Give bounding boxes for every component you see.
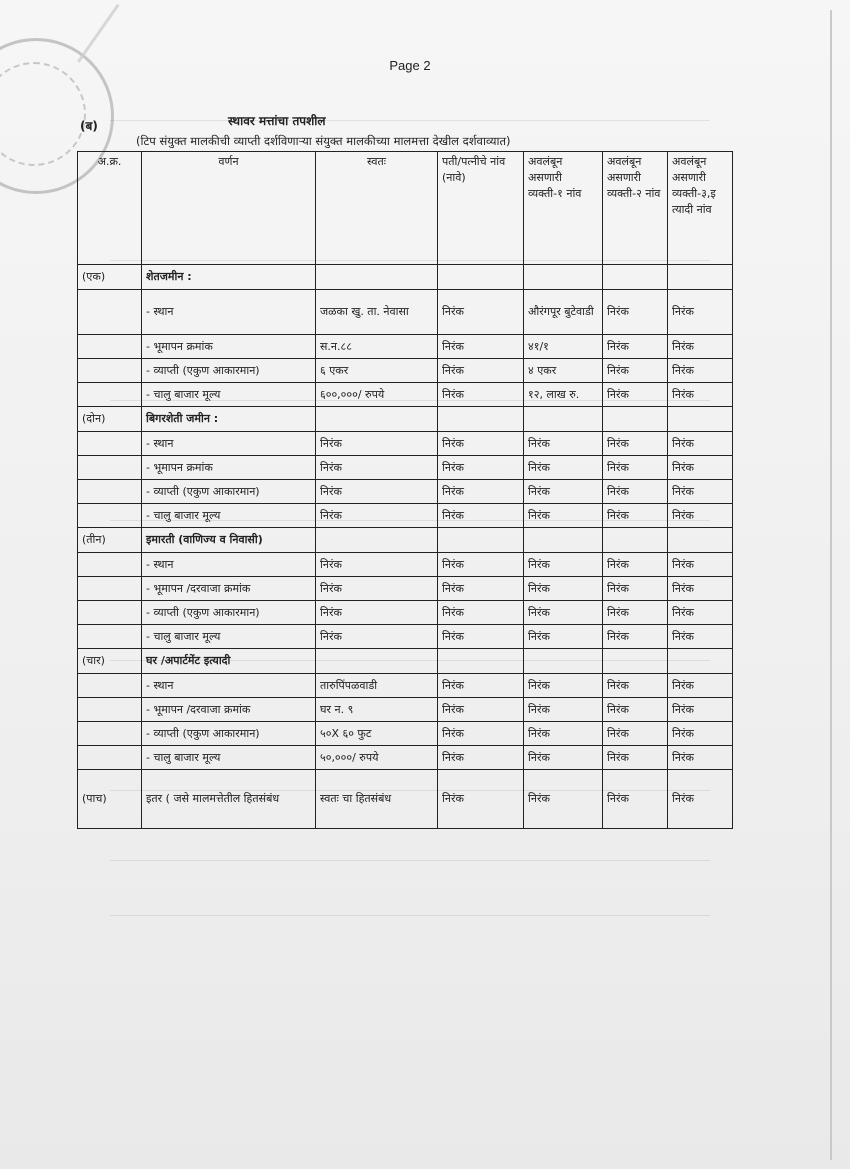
cell-dependent-1: निरंक: [524, 504, 603, 528]
cell-self: स.न.८८: [316, 335, 438, 359]
cell-serial: [78, 553, 142, 577]
cell-description: - स्थान: [142, 432, 316, 456]
cell-self: [316, 407, 438, 432]
category-row: [78, 265, 733, 290]
cell-dependent-2: निरंक: [603, 625, 668, 649]
cell-self: निरंक: [316, 601, 438, 625]
cell-spouse: [438, 265, 524, 290]
cell-serial: (तीन): [78, 528, 142, 553]
cell-dependent-3: निरंक: [668, 480, 733, 504]
table-row: [78, 504, 733, 528]
cell-description: इमारती (वाणिज्य व निवासी): [142, 528, 316, 553]
table-row: [78, 383, 733, 407]
cell-dependent-2: निरंक: [603, 746, 668, 770]
category-row: [78, 407, 733, 432]
cell-dependent-1: निरंक: [524, 770, 603, 829]
cell-spouse: निरंक: [438, 674, 524, 698]
cell-self: निरंक: [316, 625, 438, 649]
cell-description: शेतजमीन :: [142, 265, 316, 290]
cell-dependent-1: [524, 649, 603, 674]
cell-dependent-3: निरंक: [668, 359, 733, 383]
cell-spouse: निरंक: [438, 698, 524, 722]
cell-description: - भूमापन /दरवाजा क्रमांक: [142, 698, 316, 722]
cell-spouse: निरंक: [438, 577, 524, 601]
cell-self: निरंक: [316, 456, 438, 480]
cell-spouse: [438, 528, 524, 553]
cell-dependent-3: [668, 407, 733, 432]
cell-dependent-1: निरंक: [524, 456, 603, 480]
cell-dependent-2: निरंक: [603, 674, 668, 698]
cell-description: - चालु बाजार मूल्य: [142, 625, 316, 649]
cell-dependent-1: निरंक: [524, 674, 603, 698]
cell-dependent-3: निरंक: [668, 383, 733, 407]
header-spouse: पती/पत्नीचे नांव (नावे): [438, 152, 524, 265]
cell-dependent-1: निरंक: [524, 577, 603, 601]
cell-self: घर न. ९: [316, 698, 438, 722]
header-dependent-3: अवलंबून असणारी व्यक्ती-३,इत्यादी नांव: [668, 152, 733, 265]
table-row: [78, 698, 733, 722]
cell-serial: [78, 746, 142, 770]
cell-dependent-3: निरंक: [668, 290, 733, 335]
cell-dependent-2: निरंक: [603, 359, 668, 383]
cell-description: - व्याप्ती (एकुण आकारमान): [142, 601, 316, 625]
cell-dependent-2: निरंक: [603, 698, 668, 722]
cell-self: ५०,०००/ रुपये: [316, 746, 438, 770]
cell-spouse: [438, 407, 524, 432]
cell-dependent-1: निरंक: [524, 746, 603, 770]
table-row: [78, 456, 733, 480]
cell-serial: [78, 625, 142, 649]
cell-self: निरंक: [316, 504, 438, 528]
cell-spouse: निरंक: [438, 553, 524, 577]
cell-serial: [78, 601, 142, 625]
cell-spouse: निरंक: [438, 601, 524, 625]
category-row: [78, 528, 733, 553]
header-dependent-2: अवलंबून असणारी व्यक्ती-२ नांव: [603, 152, 668, 265]
cell-self: ५०X ६० फुट: [316, 722, 438, 746]
cell-serial: [78, 335, 142, 359]
cell-dependent-3: निरंक: [668, 746, 733, 770]
cell-spouse: [438, 649, 524, 674]
cell-self: [316, 649, 438, 674]
cell-dependent-2: निरंक: [603, 770, 668, 829]
cell-spouse: निरंक: [438, 290, 524, 335]
cell-self: तारुपिंपळवाडी: [316, 674, 438, 698]
cell-self: निरंक: [316, 432, 438, 456]
header-serial: अ.क्र.: [78, 152, 142, 265]
section-note: (टिप संयुक्त मालकीची व्याप्ती दर्शविणाऱ्या संयुक्त मालकीच्या मालमत्ता देखील दर्शवाव्यात): [136, 134, 511, 148]
cell-dependent-1: [524, 528, 603, 553]
cell-dependent-2: [603, 649, 668, 674]
cell-dependent-2: निरंक: [603, 383, 668, 407]
table-row: [78, 553, 733, 577]
cell-description: बिगरशेती जमीन :: [142, 407, 316, 432]
cell-dependent-1: निरंक: [524, 722, 603, 746]
cell-spouse: निरंक: [438, 335, 524, 359]
cell-serial: [78, 504, 142, 528]
table-row: [78, 746, 733, 770]
cell-serial: [78, 432, 142, 456]
immovable-assets-table: [77, 151, 733, 829]
cell-spouse: निरंक: [438, 359, 524, 383]
cell-dependent-3: निरंक: [668, 625, 733, 649]
cell-self: ६००,०००/ रुपये: [316, 383, 438, 407]
page-number: Page 2: [389, 58, 431, 73]
table-row: [78, 480, 733, 504]
cell-description: - स्थान: [142, 290, 316, 335]
cell-dependent-1: औरंगपूर बुटेवाडी: [524, 290, 603, 335]
cell-serial: [78, 359, 142, 383]
page-edge-shadow: [830, 10, 832, 1160]
cell-self: निरंक: [316, 480, 438, 504]
cell-spouse: निरंक: [438, 383, 524, 407]
cell-dependent-3: [668, 528, 733, 553]
cell-dependent-1: निरंक: [524, 480, 603, 504]
cell-dependent-3: निरंक: [668, 577, 733, 601]
table-row: [78, 674, 733, 698]
cell-dependent-3: निरंक: [668, 456, 733, 480]
table-row: [78, 770, 733, 829]
cell-spouse: निरंक: [438, 746, 524, 770]
header-self: स्वतः: [316, 152, 438, 265]
cell-dependent-2: [603, 528, 668, 553]
cell-dependent-1: ४१/१: [524, 335, 603, 359]
table-row: [78, 290, 733, 335]
cell-serial: [78, 577, 142, 601]
cell-self: ६ एकर: [316, 359, 438, 383]
cell-description: - व्याप्ती (एकुण आकारमान): [142, 722, 316, 746]
cell-dependent-3: निरंक: [668, 432, 733, 456]
cell-dependent-2: निरंक: [603, 553, 668, 577]
cell-spouse: निरंक: [438, 504, 524, 528]
table-row: [78, 359, 733, 383]
cell-self: निरंक: [316, 553, 438, 577]
cell-dependent-3: निरंक: [668, 553, 733, 577]
cell-dependent-1: [524, 407, 603, 432]
cell-dependent-3: निरंक: [668, 504, 733, 528]
section-title: स्थावर मत्तांचा तपशील: [228, 114, 326, 128]
table-row: [78, 335, 733, 359]
cell-dependent-2: निरंक: [603, 290, 668, 335]
cell-description: - भूमापन क्रमांक: [142, 456, 316, 480]
cell-spouse: निरंक: [438, 625, 524, 649]
cell-dependent-1: निरंक: [524, 698, 603, 722]
cell-dependent-3: [668, 265, 733, 290]
cell-description: - चालु बाजार मूल्य: [142, 504, 316, 528]
table-row: [78, 432, 733, 456]
cell-serial: [78, 722, 142, 746]
cell-self: निरंक: [316, 577, 438, 601]
cell-serial: [78, 383, 142, 407]
cell-description: - स्थान: [142, 674, 316, 698]
cell-dependent-2: निरंक: [603, 480, 668, 504]
cell-serial: [78, 674, 142, 698]
cell-dependent-2: निरंक: [603, 577, 668, 601]
cell-description: - भूमापन क्रमांक: [142, 335, 316, 359]
cell-spouse: निरंक: [438, 480, 524, 504]
section-marker: (ब): [80, 119, 98, 133]
cell-dependent-2: निरंक: [603, 504, 668, 528]
cell-dependent-1: निरंक: [524, 601, 603, 625]
cell-dependent-3: निरंक: [668, 601, 733, 625]
cell-serial: [78, 456, 142, 480]
cell-dependent-3: [668, 649, 733, 674]
cell-dependent-2: निरंक: [603, 722, 668, 746]
cell-description: - चालु बाजार मूल्य: [142, 746, 316, 770]
table-body: [78, 265, 733, 829]
cell-dependent-3: निरंक: [668, 698, 733, 722]
cell-self: स्वतः चा हितसंबंध: [316, 770, 438, 829]
cell-serial: (पाच): [78, 770, 142, 829]
cell-dependent-2: निरंक: [603, 601, 668, 625]
table-row: [78, 625, 733, 649]
cell-spouse: निरंक: [438, 456, 524, 480]
cell-description: इतर ( जसे मालमत्तेतील हितसंबंध: [142, 770, 316, 829]
cell-serial: [78, 480, 142, 504]
cell-description: - स्थान: [142, 553, 316, 577]
cell-description: - भूमापन /दरवाजा क्रमांक: [142, 577, 316, 601]
cell-self: जळका खु. ता. नेवासा: [316, 290, 438, 335]
cell-dependent-2: निरंक: [603, 432, 668, 456]
table-row: [78, 601, 733, 625]
cell-spouse: निरंक: [438, 770, 524, 829]
cell-dependent-3: निरंक: [668, 770, 733, 829]
cell-dependent-3: निरंक: [668, 674, 733, 698]
cell-spouse: निरंक: [438, 722, 524, 746]
cell-dependent-1: निरंक: [524, 432, 603, 456]
cell-dependent-1: १२, लाख रु.: [524, 383, 603, 407]
cell-dependent-3: निरंक: [668, 335, 733, 359]
header-dependent-1: अवलंबून असणारी व्यक्ती-१ नांव: [524, 152, 603, 265]
header-description: वर्णन: [142, 152, 316, 265]
table-header-row: [78, 152, 733, 265]
cell-self: [316, 528, 438, 553]
cell-description: - चालु बाजार मूल्य: [142, 383, 316, 407]
cell-spouse: निरंक: [438, 432, 524, 456]
table-row: [78, 722, 733, 746]
cell-serial: (एक): [78, 265, 142, 290]
cell-dependent-1: निरंक: [524, 625, 603, 649]
cell-dependent-3: निरंक: [668, 722, 733, 746]
cell-dependent-1: ४ एकर: [524, 359, 603, 383]
cell-dependent-2: [603, 265, 668, 290]
cell-serial: (चार): [78, 649, 142, 674]
cell-description: - व्याप्ती (एकुण आकारमान): [142, 359, 316, 383]
cell-self: [316, 265, 438, 290]
cell-dependent-1: [524, 265, 603, 290]
cell-dependent-2: [603, 407, 668, 432]
cell-dependent-2: निरंक: [603, 456, 668, 480]
cell-serial: (दोन): [78, 407, 142, 432]
cell-dependent-1: निरंक: [524, 553, 603, 577]
table-row: [78, 577, 733, 601]
cell-description: घर /अपार्टमेंट इत्यादी: [142, 649, 316, 674]
cell-description: - व्याप्ती (एकुण आकारमान): [142, 480, 316, 504]
cell-serial: [78, 698, 142, 722]
cell-serial: [78, 290, 142, 335]
category-row: [78, 649, 733, 674]
cell-dependent-2: निरंक: [603, 335, 668, 359]
